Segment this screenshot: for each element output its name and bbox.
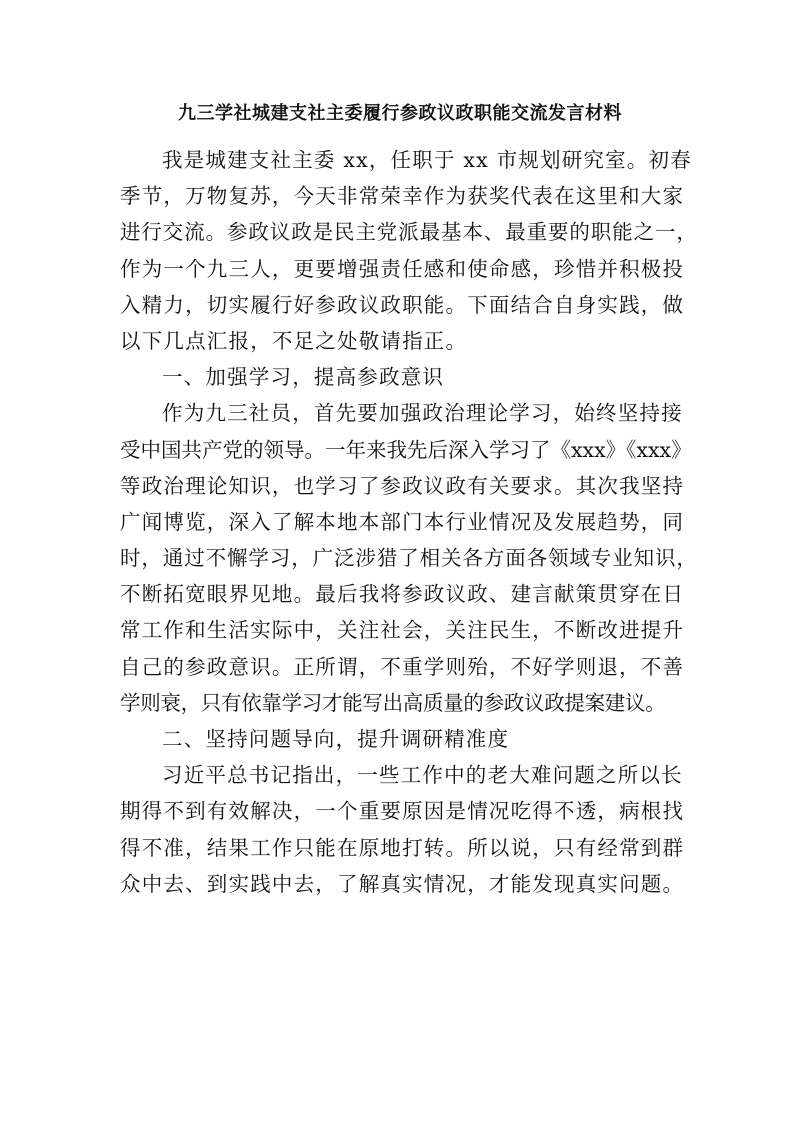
paragraph-line: 我是城建支社主委 xx，任职于 xx 市规划研究室。初春 (162, 148, 692, 172)
paragraph-line: 进行交流。参政议政是民主党派最基本、最重要的职能之一， (120, 220, 698, 245)
paragraph-line: 不断拓宽眼界见地。最后我将参政议政、建言献策贯穿在日 (120, 582, 685, 607)
paragraph-line: 以下几点汇报，不足之处敬请指正。 (120, 328, 468, 353)
paragraph-line: 得不准，结果工作只能在原地打转。所以说，只有经常到群 (120, 835, 685, 860)
paragraph-line: 学则衰，只有依靠学习才能写出高质量的参政议政提案建议。 (120, 690, 666, 715)
document-body (120, 142, 698, 902)
paragraph-line: 自己的参政意识。正所谓，不重学则殆，不好学则退，不善 (120, 654, 685, 679)
paragraph-line: 等政治理论知识，也学习了参政议政有关要求。其次我坚持 (120, 473, 685, 498)
paragraph-line: 常工作和生活实际中，关注社会，关注民生，不断改进提升 (120, 618, 685, 643)
paragraph-line: 作为一个九三人，更要增强责任感和使命感，珍惜并积极投 (120, 256, 685, 281)
section-heading: 一、加强学习，提高参政意识 (162, 365, 445, 390)
paragraph-line: 受中国共产党的领导。一年来我先后深入学习了《xxx》《xxx》 (120, 437, 692, 462)
paragraph-line: 作为九三社员，首先要加强政治理论学习，始终坚持接 (162, 401, 683, 426)
paragraph-line: 时，通过不懈学习，广泛涉猎了相关各方面各领域专业知识， (120, 546, 698, 571)
paragraph-line: 季节，万物复苏，今天非常荣幸作为获奖代表在这里和大家 (120, 184, 685, 209)
section-heading: 二、坚持问题导向，提升调研精准度 (162, 727, 510, 751)
paragraph-line: 期得不到有效解决，一个重要原因是情况吃得不透，病根找 (120, 799, 685, 824)
document-title: 九三学社城建支社主委履行参政议政职能交流发言材料 (178, 103, 622, 124)
paragraph-line: 入精力，切实履行好参政议政职能。下面结合自身实践，做 (120, 292, 685, 317)
paragraph-line: 众中去、到实践中去，了解真实情况，才能发现真实问题。 (120, 871, 685, 896)
paragraph-line: 习近平总书记指出，一些工作中的老大难问题之所以长 (162, 763, 683, 788)
paragraph-line: 广闻博览，深入了解本地本部门本行业情况及发展趋势，同 (120, 509, 685, 534)
